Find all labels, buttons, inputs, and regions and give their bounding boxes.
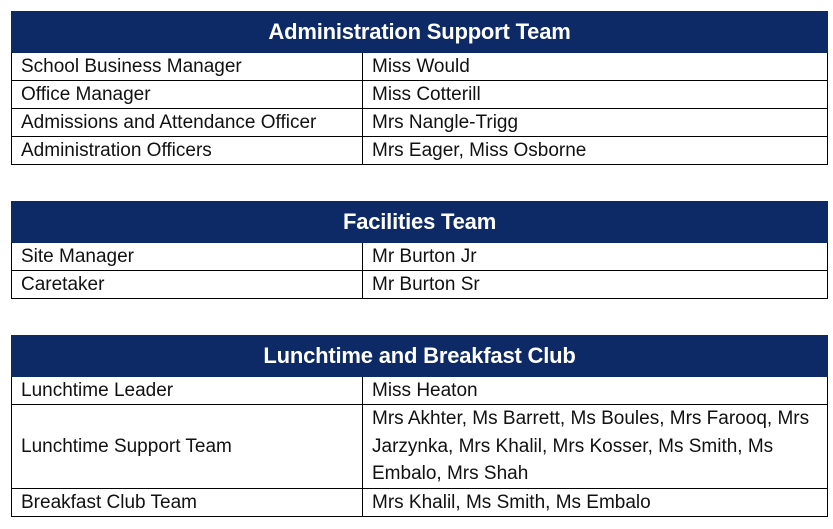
role-cell: Lunchtime Leader bbox=[12, 377, 363, 405]
role-cell: Lunchtime Support Team bbox=[12, 405, 363, 489]
names-cell: Mrs Akhter, Ms Barrett, Ms Boules, Mrs Farooq, Mrs Jarzynka, Mrs Khalil, Mrs Kosser, Ms Smith, Ms Embalo, Mrs Shah bbox=[363, 405, 828, 489]
role-cell: Administration Officers bbox=[12, 137, 363, 165]
table-row bbox=[12, 377, 828, 405]
role-cell: Breakfast Club Team bbox=[12, 488, 363, 516]
facilities-team-table bbox=[11, 201, 828, 299]
names-cell: Miss Heaton bbox=[363, 377, 828, 405]
names-cell: Mrs Eager, Miss Osborne bbox=[363, 137, 828, 165]
names-cell: Mrs Nangle-Trigg bbox=[363, 109, 828, 137]
administration-support-team-table bbox=[11, 11, 828, 165]
table-title: Administration Support Team bbox=[12, 12, 828, 53]
table-title: Lunchtime and Breakfast Club bbox=[12, 336, 828, 377]
role-cell: Site Manager bbox=[12, 243, 363, 271]
table-row bbox=[12, 109, 828, 137]
names-cell: Miss Would bbox=[363, 53, 828, 81]
table-row bbox=[12, 53, 828, 81]
names-cell: Mrs Khalil, Ms Smith, Ms Embalo bbox=[363, 488, 828, 516]
names-cell: Mr Burton Jr bbox=[363, 243, 828, 271]
names-cell: Miss Cotterill bbox=[363, 81, 828, 109]
table-title: Facilities Team bbox=[12, 202, 828, 243]
role-cell: School Business Manager bbox=[12, 53, 363, 81]
table-row bbox=[12, 243, 828, 271]
table-row bbox=[12, 81, 828, 109]
role-cell: Caretaker bbox=[12, 271, 363, 299]
lunchtime-breakfast-club-table bbox=[11, 335, 828, 517]
role-cell: Admissions and Attendance Officer bbox=[12, 109, 363, 137]
names-cell: Mr Burton Sr bbox=[363, 271, 828, 299]
role-cell: Office Manager bbox=[12, 81, 363, 109]
table-row bbox=[12, 405, 828, 489]
table-row bbox=[12, 488, 828, 516]
table-row bbox=[12, 271, 828, 299]
table-row bbox=[12, 137, 828, 165]
